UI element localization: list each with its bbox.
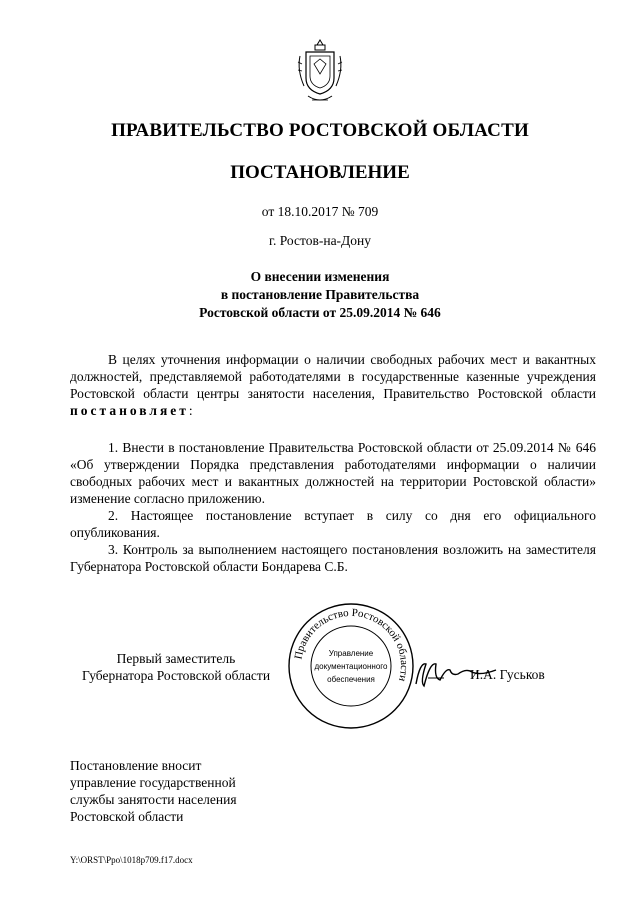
position-line-1: Первый заместитель [116,651,236,666]
coat-of-arms-emblem [296,38,344,106]
stamp-inner-line-2: документационного [314,662,388,671]
stamp-inner-line-1: Управление [328,649,374,658]
subject-line-3: Ростовской области от 25.09.2014 № 646 [199,305,441,320]
note-line-2: управление государственной [70,775,236,790]
stamp-inner-line-3: обеспечения [327,675,375,684]
document-type: ПОСТАНОВЛЕНИЕ [230,162,410,183]
organization-title: ПРАВИТЕЛЬСТВО РОСТОВСКОЙ ОБЛАСТИ [111,120,529,141]
file-path: Y:\ORST\Ppo\1018p709.f17.docx [70,855,193,865]
position-line-2: Губернатора Ростовской области [81,668,271,683]
subject-line-1: О внесении изменения [250,269,390,284]
signatory-position [60,650,292,684]
document-subject [0,268,640,322]
note-line-3: службы занятости населения [70,792,237,807]
subject-line-2: в постановление Правительства [220,287,420,302]
date-number: от 18.10.2017 № 709 [261,204,379,219]
decree-word: постановляет [70,403,189,418]
items-list [70,439,596,575]
city: г. Ростов-на-Дону [268,233,371,248]
item-3: 3. Контроль за выполнением настоящего постановления возложить на заместителя Губернатора Ростовской области Бондарева С.Б. [70,542,596,574]
note-line-1: Постановление вносит [70,758,202,773]
preamble-suffix: : [188,403,193,418]
submitted-by-note [70,757,237,825]
note-line-4: Ростовской области [70,809,184,824]
official-stamp [285,600,417,732]
preamble-text: В целях уточнения информации о наличии свободных рабочих мест и вакантных должностей, представляемой работодателями в государственные казенные учреждения Ростовской области центры занятости населения, Правительство Ростовской области [70,352,596,401]
item-1: 1. Внести в постановление Правительства Ростовской области от 25.09.2014 № 646 «Об утверждении Порядка представления работодателями информации о наличии свободных рабочих мест и вакантных должностей на территории Ростовской области» изменение согласно приложению. [70,440,596,506]
signatory-name: И.А. Гуськов [470,667,545,682]
stamp-ring-text: Правительство Ростовской области [292,606,411,683]
preamble-paragraph [70,351,596,419]
item-2: 2. Настоящее постановление вступает в силу со дня его официального опубликования. [70,508,596,540]
